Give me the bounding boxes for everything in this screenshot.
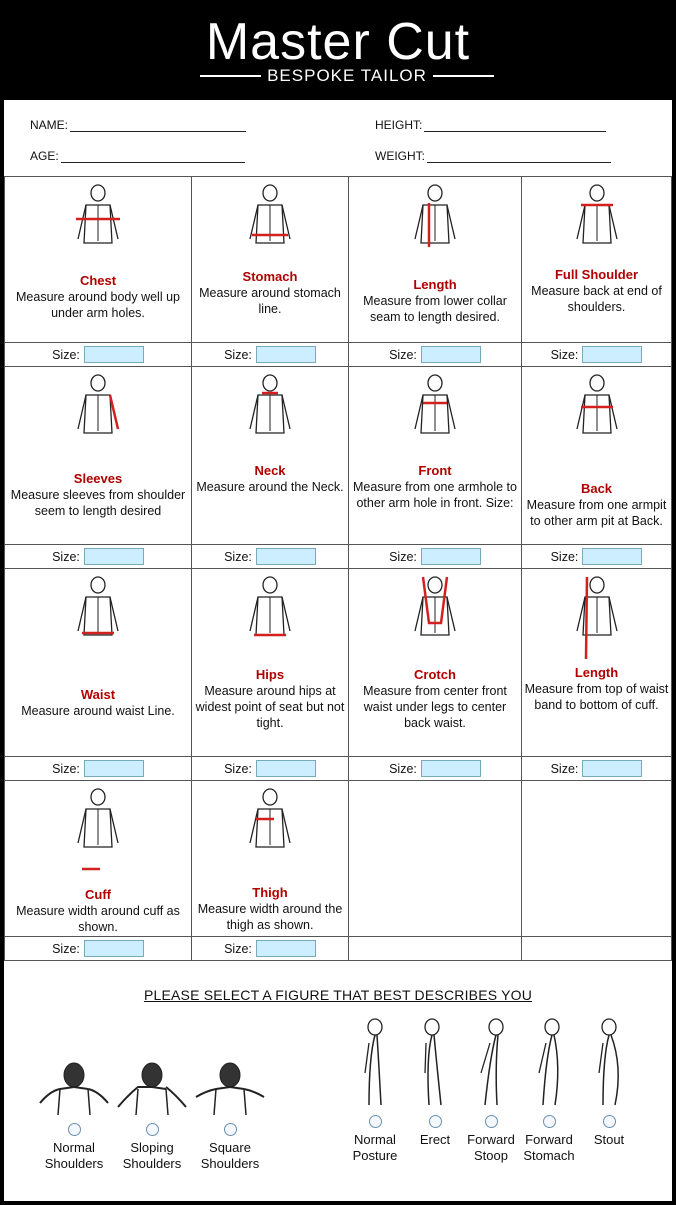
empty-cell [522,781,672,937]
crotch-figure-icon [405,573,465,670]
measurement-description: Measure sleeves from shoulder seem to length desired [10,488,186,518]
size-label: Size: [224,347,252,362]
size-row-trouser-length [522,757,672,781]
measurement-cell-front [349,367,522,545]
tagline: BESPOKE TAILOR [267,66,427,85]
sloping-shoulders-radio[interactable] [146,1123,159,1136]
measurement-title: Neck [254,463,286,478]
measurement-cell-sleeves [4,367,192,545]
size-label: Size: [52,347,80,362]
size-label: Size: [52,761,80,776]
option-label: Normal Posture [352,1132,398,1163]
weight-field[interactable] [375,149,611,163]
name-field[interactable] [30,118,246,132]
measurement-description: Measure width around the thigh as shown. [197,902,343,932]
option-label: Erect [419,1132,451,1147]
erect-figure-icon [404,1017,466,1109]
height-field[interactable] [375,118,606,132]
waist-figure-icon [68,573,128,670]
weight-label: WEIGHT: [375,149,425,163]
measurement-cell-trouser-length [522,569,672,757]
neck-figure-icon [240,371,300,468]
size-input-hips[interactable] [256,760,316,777]
measurement-cell-crotch [349,569,522,757]
size-label: Size: [52,941,80,956]
measurement-cell-full-shoulder [522,177,672,343]
measurement-title: Thigh [252,885,288,900]
option-sloping-shoulders[interactable] [112,1061,192,1172]
sleeves-figure-icon [68,371,128,468]
measurement-cell-hips [192,569,349,757]
name-input-line[interactable] [70,120,246,132]
measurement-grid [4,176,672,961]
front-figure-icon [405,371,465,468]
option-normal-posture[interactable] [344,1017,406,1164]
measurement-title: Chest [79,273,117,288]
measurement-description: Measure around body well up under arm holes. [16,290,180,320]
measurement-description: Measure from lower collar seam to length desired. [363,294,507,324]
measurement-cell-chest [4,177,192,343]
measurement-title: Sleeves [73,471,123,486]
height-label: HEIGHT: [375,118,423,132]
height-input-line[interactable] [424,120,606,132]
option-square-shoulders[interactable] [190,1061,270,1172]
size-input-chest[interactable] [84,346,144,363]
size-input-front[interactable] [421,548,481,565]
trouser-length-figure-icon [567,573,627,670]
measurement-cell-cuff [4,781,192,937]
size-input-sleeves[interactable] [84,548,144,565]
full-shoulder-figure-icon [567,181,627,278]
option-label: Stout [593,1132,625,1147]
figure-selection [4,961,672,1201]
measurement-form [4,100,672,1201]
stout-radio[interactable] [603,1115,616,1128]
option-label: Normal Shoulders [44,1140,104,1171]
size-input-cuff[interactable] [84,940,144,957]
size-row-waist [4,757,192,781]
normal-posture-radio[interactable] [369,1115,382,1128]
measurement-description: Measure width around cuff as shown. [16,904,180,934]
age-label: AGE: [30,149,59,163]
size-input-waist[interactable] [84,760,144,777]
measurement-title: Stomach [242,269,298,284]
measurement-title: Hips [255,667,285,682]
age-field[interactable] [30,149,245,163]
tagline-rule-left [200,75,261,77]
measurement-description: Measure back at end of shoulders. [531,284,662,314]
measurement-cell-stomach [192,177,349,343]
size-input-stomach[interactable] [256,346,316,363]
size-row-back [522,545,672,569]
measurement-title: Back [580,481,613,496]
size-row-front [349,545,522,569]
hips-figure-icon [240,573,300,670]
weight-input-line[interactable] [427,151,611,163]
size-label: Size: [389,761,417,776]
size-row-chest [4,343,192,367]
measurement-description: Measure around waist Line. [21,704,175,718]
measurement-title: Length [413,277,457,292]
size-label: Size: [389,347,417,362]
size-row-full-shoulder [522,343,672,367]
measurement-cell-neck [192,367,349,545]
measurement-title: Waist [80,687,116,702]
header [0,0,676,100]
back-figure-icon [567,371,627,468]
size-input-full-shoulder[interactable] [582,346,642,363]
measurement-cell-thigh [192,781,349,937]
size-row-thigh [192,937,349,961]
size-row-neck [192,545,349,569]
measurement-description: Measure from one armpit to other arm pit at Back. [526,498,667,528]
empty-cell [349,781,522,937]
option-erect[interactable] [404,1017,466,1148]
tagline-rule-right [433,75,494,77]
tagline-row [200,66,494,86]
stout-figure-icon [578,1017,640,1109]
option-normal-shoulders[interactable] [34,1061,114,1172]
size-row-stomach [192,343,349,367]
option-label: Sloping Shoulders [122,1140,182,1171]
size-label: Size: [550,761,579,776]
option-forward-stoop[interactable] [460,1017,522,1164]
size-label: Size: [224,941,252,956]
forward-stomach-figure-icon [518,1017,580,1109]
size-label: Size: [52,549,80,564]
empty-size-cell [522,937,672,961]
size-input-neck[interactable] [256,548,316,565]
normal-posture-figure-icon [344,1017,406,1109]
measurement-title: Full Shoulder [554,267,639,282]
option-stout[interactable] [578,1017,640,1148]
square-shoulders-radio[interactable] [224,1123,237,1136]
age-input-line[interactable] [61,151,245,163]
size-input-thigh[interactable] [256,940,316,957]
measurement-description: Measure around hips at widest point of seat but not tight. [195,684,345,730]
measurement-description: Measure around the Neck. [196,480,344,494]
thigh-figure-icon [240,785,300,882]
empty-size-cell [349,937,522,961]
measurement-cell-waist [4,569,192,757]
size-label: Size: [224,761,252,776]
size-row-sleeves [4,545,192,569]
size-input-length[interactable] [421,346,481,363]
option-label: Square Shoulders [200,1140,260,1171]
forward-stoop-radio[interactable] [485,1115,498,1128]
option-label: Forward Stoop [467,1132,515,1163]
measurement-title: Length [574,665,619,680]
size-input-crotch[interactable] [421,760,481,777]
name-label: NAME: [30,118,69,132]
option-label: Forward Stomach [523,1132,575,1163]
size-input-trouser-length[interactable] [582,760,642,777]
size-row-cuff [4,937,192,961]
size-row-hips [192,757,349,781]
measurement-title: Front [418,463,452,478]
forward-stomach-radio[interactable] [543,1115,556,1128]
customer-info [4,100,672,176]
forward-stoop-figure-icon [460,1017,522,1109]
size-label: Size: [550,347,579,362]
size-label: Size: [224,549,252,564]
normal-shoulders-figure-icon [34,1061,114,1117]
measurement-title: Cuff [85,887,111,902]
erect-radio[interactable] [429,1115,442,1128]
measurement-description: Measure from top of waist band to bottom of cuff. [524,682,669,712]
size-input-back[interactable] [582,548,642,565]
sloping-shoulders-figure-icon [112,1061,192,1117]
cuff-figure-icon [68,785,128,882]
normal-shoulders-radio[interactable] [68,1123,81,1136]
measurement-description: Measure from center front waist under legs to center back waist. [363,684,507,730]
jacket-length-figure-icon [405,181,465,278]
figure-section-title: PLEASE SELECT A FIGURE THAT BEST DESCRIBES YOU [143,987,533,1003]
brand-title: Master Cut [205,13,471,71]
option-forward-stomach[interactable] [518,1017,580,1164]
measurement-cell-back [522,367,672,545]
chest-figure-icon [68,181,128,278]
size-row-length [349,343,522,367]
measurement-cell-length [349,177,522,343]
square-shoulders-figure-icon [190,1061,270,1117]
measurement-description: Measure around stomach line. [199,286,341,316]
size-label: Size: [389,549,417,564]
measurement-description: Measure from one armhole to other arm hole in front. Size: [353,480,517,510]
stomach-figure-icon [240,181,300,278]
measurement-title: Crotch [414,667,456,682]
size-label: Size: [550,549,579,564]
size-row-crotch [349,757,522,781]
